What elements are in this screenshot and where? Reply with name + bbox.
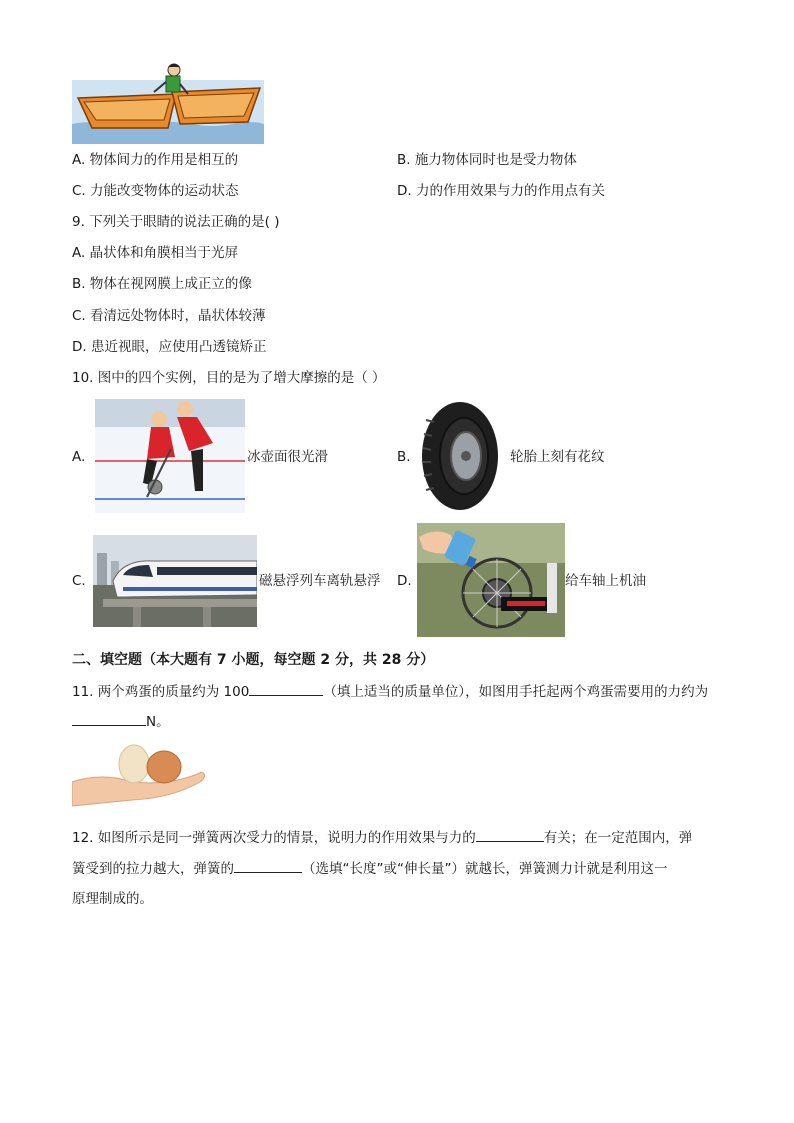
q12-text-1: 12. 如图所示是同一弹簧两次受力的情景，说明力的作用效果与力的 — [72, 830, 476, 846]
q11-line-2 — [72, 711, 170, 732]
q12-text-4: （选填“长度”或“伸长量”）就越长，弹簧测力计就是利用这一 — [302, 861, 668, 877]
q12-line-1 — [72, 827, 692, 848]
q11-text-2: （填上适当的质量单位），如图用手托起两个鸡蛋需要用的力约为 — [323, 684, 709, 700]
q8-option-a: A. 物体间力的作用是相互的 — [72, 152, 239, 168]
q9-option-c: C. 看清远处物体时，晶状体较薄 — [72, 308, 266, 324]
q8-option-b: B. 施力物体同时也是受力物体 — [397, 152, 577, 168]
q10-option-a-letter: A. — [72, 449, 86, 465]
q11-text-1: 11. 两个鸡蛋的质量约为 100 — [72, 684, 250, 700]
q10-option-d-text: 给车轴上机油 — [565, 573, 646, 589]
q11-text-3: N。 — [146, 714, 170, 730]
q9-option-a: A. 晶状体和角膜相当于光屏 — [72, 245, 239, 261]
bike-axle-oil-image — [417, 523, 565, 637]
maglev-train-image — [93, 535, 257, 627]
q9-option-b: B. 物体在视网膜上成正立的像 — [72, 276, 252, 292]
tire-image — [420, 400, 500, 512]
q10-option-b-text: 轮胎上刻有花纹 — [510, 449, 605, 465]
q12-line-2 — [72, 858, 667, 879]
q9-stem: 9. 下列关于眼睛的说法正确的是( ) — [72, 214, 280, 230]
q12-blank-1 — [476, 827, 544, 842]
q9-option-d: D. 患近视眼，应使用凸透镜矫正 — [72, 339, 267, 355]
q11-blank-2 — [72, 711, 146, 726]
q8-option-c: C. 力能改变物体的运动状态 — [72, 183, 239, 199]
q10-stem: 10. 图中的四个实例，目的是为了增大摩擦的是（ ） — [72, 370, 386, 386]
q10-option-d-letter: D. — [397, 573, 412, 589]
q10-option-b-letter: B. — [397, 449, 411, 465]
q12-blank-2 — [234, 858, 302, 873]
curling-image — [95, 399, 245, 513]
q12-text-2: 有关；在一定范围内，弹 — [543, 830, 693, 846]
q12-line-3: 原理制成的。 — [72, 891, 153, 907]
q10-option-a-text: 冰壶面很光滑 — [247, 449, 328, 465]
hand-eggs-image — [72, 742, 208, 810]
q11-blank-1 — [249, 681, 323, 696]
q10-option-c-text: 磁悬浮列车离轨悬浮 — [259, 573, 381, 589]
q10-option-c-letter: C. — [72, 573, 86, 589]
q8-option-d: D. 力的作用效果与力的作用点有关 — [397, 183, 605, 199]
section-2-title: 二、填空题（本大题有 7 小题，每空题 2 分，共 28 分） — [72, 652, 435, 668]
boats-image — [72, 62, 264, 144]
q12-text-3: 簧受到的拉力越大，弹簧的 — [72, 861, 234, 877]
q11-line-1 — [72, 681, 708, 702]
